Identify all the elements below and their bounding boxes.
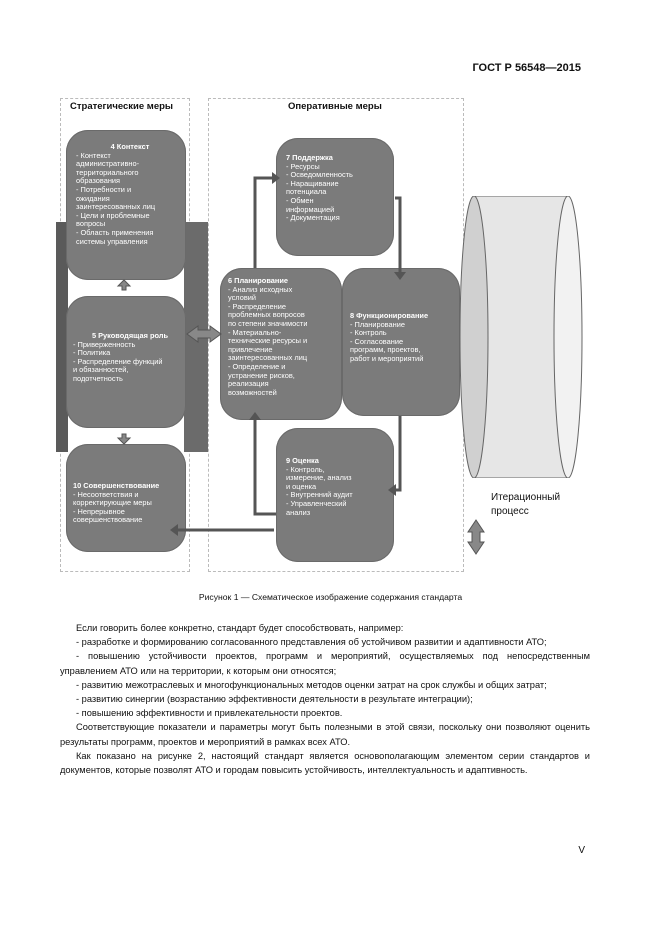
page-number: V — [578, 845, 585, 856]
evaluation-line: анализ — [286, 507, 311, 517]
arrowhead — [388, 484, 396, 496]
arrowhead — [170, 524, 178, 536]
planning-line: - Определение и — [228, 361, 286, 371]
iteration-label-line: Итерационный — [491, 492, 561, 503]
arrowhead — [272, 172, 280, 184]
evaluation-line: - Внутренний аудит — [286, 490, 353, 500]
double-arrow-leadership-planning — [187, 326, 221, 342]
leadership-title: 5 Руководящая роль — [91, 331, 169, 340]
operation-line: работ и мероприятий — [350, 353, 424, 363]
planning-line: проблемных вопросов — [228, 310, 305, 320]
context-line: - Контекст — [76, 150, 111, 160]
context-line: заинтересованных лиц — [76, 202, 156, 212]
arrow-evaluation-to-planning — [255, 420, 276, 514]
context-line: системы управления — [76, 236, 148, 246]
arrow-planning-to-support — [255, 178, 272, 268]
support-title: 7 Поддержка — [286, 153, 333, 162]
arrow-context-leadership — [118, 280, 130, 290]
arrow-leadership-improvement — [118, 434, 130, 444]
planning-line: по степени значимости — [228, 318, 308, 328]
context-title: 4 Контекст — [110, 142, 150, 151]
intro-paragraph: Если говорить более конкретно, стандарт будет способствовать, например: — [76, 623, 404, 633]
strategic-title: Стратегические меры — [70, 101, 174, 112]
context-line: вопросы — [76, 219, 106, 229]
evaluation-line: и оценка — [286, 481, 317, 491]
improvement-line: корректирующие меры — [73, 498, 152, 508]
improvement-title: 10 Совершенствование — [73, 481, 160, 490]
context-line: - Потребности и — [76, 184, 132, 194]
operation-line: - Контроль — [350, 328, 387, 338]
bullet-item: - развитию синергии (возрастанию эффективности деятельности в результате интеграции); — [76, 694, 473, 705]
iteration-cylinder — [458, 196, 586, 478]
planning-line: условий — [228, 293, 256, 303]
support-line: - Ресурсы — [286, 161, 320, 171]
planning-line: технические ресурсы и — [228, 336, 308, 346]
bullet-item: - повышению эффективности и привлекательности проектов. — [76, 708, 343, 719]
leadership-line: подотчетность — [73, 373, 123, 383]
evaluation-line: измерение, анализ — [286, 473, 352, 483]
improvement-line: совершенствование — [73, 515, 143, 525]
planning-line: - Анализ исходных — [228, 284, 293, 294]
context-line: административно- — [76, 159, 140, 169]
arrowhead — [394, 272, 406, 280]
support-line: - Обмен — [286, 195, 314, 205]
planning-line: реализация — [228, 379, 269, 389]
planning-line: заинтересованных лиц — [228, 353, 308, 363]
bullet-item: - развитию межотраслевых и многофункциональных методов оценки затрат на срок службы и общих затрат; — [76, 679, 547, 690]
operation-line: - Планирование — [350, 319, 405, 329]
leadership-line: - Политика — [73, 348, 111, 358]
leadership-line: и обязанностей, — [73, 365, 129, 375]
body-text — [60, 621, 590, 777]
support-line: потенциала — [286, 187, 327, 197]
iteration-label-line: процесс — [491, 506, 529, 517]
context-line: территориального — [76, 167, 139, 177]
operational-title: Оперативные меры — [288, 101, 382, 112]
context-line: ожидания — [76, 193, 110, 203]
evaluation-line: - Управленческий — [286, 498, 347, 508]
leadership-line: - Приверженность — [73, 339, 136, 349]
iteration-label — [491, 491, 560, 519]
arrow-support-to-operation — [395, 198, 400, 272]
context-line: - Цели и проблемные — [76, 210, 150, 220]
context-line: - Область применения — [76, 227, 154, 237]
paragraph: Соответствующие показатели и параметры могут быть полезными в этой связи, поскольку они позволяют оценить результаты программ, проектов и мероприятий в рамках всех АТО. — [60, 722, 590, 747]
leadership-line: - Распределение функций — [73, 356, 163, 366]
improvement-line: - Несоответствия и — [73, 489, 139, 499]
evaluation-line: - Контроль, — [286, 464, 325, 474]
planning-title: 6 Планирование — [228, 276, 288, 285]
planning-line: устранение рисков, — [228, 370, 295, 380]
support-line: - Наращивание — [286, 178, 339, 188]
paragraph: Как показано на рисунке 2, настоящий стандарт является основополагающим элементом серии стандартов и документов, которые позволят АТО и городам повысить устойчивость, интеллектуальность и адаптивность. — [60, 750, 590, 776]
support-line: - Осведомленность — [286, 170, 353, 180]
operation-line: программ, проектов, — [350, 345, 421, 355]
bullet-item: - разработке и формированию согласованного представления об устойчивом развитии и адаптивности АТО; — [76, 637, 547, 648]
planning-line: - Распределение — [228, 301, 286, 311]
standard-code: ГОСТ Р 56548—2015 — [472, 62, 581, 74]
planning-line: - Материально- — [228, 327, 282, 337]
context-line: образования — [76, 176, 121, 186]
iteration-double-arrow-icon — [468, 520, 484, 554]
figure-caption: Рисунок 1 — Схематическое изображение содержания стандарта — [198, 592, 463, 602]
planning-line: привлечение — [228, 344, 273, 354]
bullet-item: - повышению устойчивости проектов, программ и мероприятий, осуществляемых под непосредственным управлением АТО или на территории, к которым они относятся; — [60, 651, 590, 676]
support-line: - Документация — [286, 213, 340, 223]
operation-line: - Согласование — [350, 336, 404, 346]
arrow-operation-to-evaluation — [396, 416, 400, 490]
evaluation-title: 9 Оценка — [286, 456, 319, 465]
support-line: информацией — [286, 204, 335, 214]
improvement-line: - Непрерывное — [73, 506, 125, 516]
operation-title: 8 Функционирование — [350, 311, 429, 320]
planning-line: возможностей — [228, 387, 277, 397]
arrowhead — [249, 412, 261, 420]
